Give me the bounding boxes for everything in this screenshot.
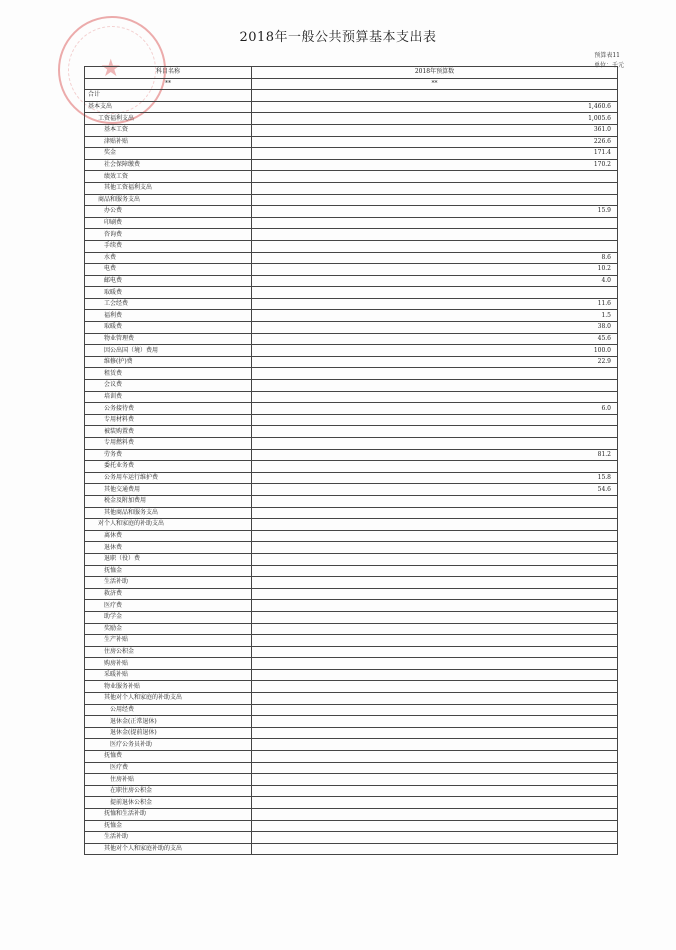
- table-row: [85, 600, 618, 612]
- subject-name-cell: 基本支出: [85, 101, 252, 113]
- subject-name-cell: 租赁费: [85, 368, 252, 380]
- table-row: [85, 565, 618, 577]
- subject-name-cell: 社会保障缴费: [85, 159, 252, 171]
- budget-amount-cell: [252, 391, 618, 403]
- budget-amount-cell: [252, 611, 618, 623]
- subject-name-cell: 被装购置费: [85, 426, 252, 438]
- table-row: [85, 751, 618, 763]
- table-row: [85, 90, 618, 102]
- budget-amount-cell: [252, 240, 618, 252]
- budget-table: [84, 66, 618, 855]
- budget-amount-cell: 15.8: [252, 472, 618, 484]
- table-row: [85, 298, 618, 310]
- subject-name-cell: 公用经费: [85, 704, 252, 716]
- budget-amount-cell: 81.2: [252, 449, 618, 461]
- unit-label: 单位：千元: [593, 62, 624, 69]
- subject-name-cell: 离休费: [85, 530, 252, 542]
- mark-cell: **: [85, 78, 252, 90]
- table-row: [85, 588, 618, 600]
- subject-name-cell: 生产补贴: [85, 635, 252, 647]
- subject-name-cell: 退职（役）费: [85, 553, 252, 565]
- subject-name-cell: 医疗公务员补助: [85, 739, 252, 751]
- budget-amount-cell: 226.6: [252, 136, 618, 148]
- table-row: [85, 553, 618, 565]
- subject-name-cell: 生活补助: [85, 832, 252, 844]
- table-row: [85, 264, 618, 276]
- budget-amount-cell: 15.9: [252, 206, 618, 218]
- document-title: 2018年一般公共预算基本支出表: [239, 30, 437, 45]
- budget-amount-cell: [252, 217, 618, 229]
- table-row: [85, 704, 618, 716]
- table-row: [85, 240, 618, 252]
- table-row: [85, 669, 618, 681]
- table-mark-row: [85, 78, 618, 90]
- table-row: [85, 472, 618, 484]
- budget-amount-cell: [252, 600, 618, 612]
- table-row: [85, 113, 618, 125]
- budget-amount-cell: 1,460.6: [252, 101, 618, 113]
- subject-name-cell: 对个人和家庭的补助支出: [85, 519, 252, 531]
- budget-amount-cell: [252, 438, 618, 450]
- subject-name-cell: 税金及附加费用: [85, 495, 252, 507]
- subject-name-cell: 商品和服务支出: [85, 194, 252, 206]
- budget-amount-cell: 170.2: [252, 159, 618, 171]
- table-row: [85, 171, 618, 183]
- budget-amount-cell: [252, 762, 618, 774]
- budget-amount-cell: [252, 194, 618, 206]
- subject-name-cell: 基本工资: [85, 124, 252, 136]
- budget-amount-cell: [252, 507, 618, 519]
- budget-amount-cell: [252, 461, 618, 473]
- table-row: [85, 774, 618, 786]
- subject-name-cell: 公务接待费: [85, 403, 252, 415]
- budget-amount-cell: [252, 727, 618, 739]
- budget-amount-cell: 54.6: [252, 484, 618, 496]
- table-row: [85, 623, 618, 635]
- table-row: [85, 681, 618, 693]
- budget-amount-cell: [252, 843, 618, 855]
- subject-name-cell: 工会经费: [85, 298, 252, 310]
- subject-name-cell: 助学金: [85, 611, 252, 623]
- subject-name-cell: 奖励金: [85, 623, 252, 635]
- subject-name-cell: 津贴补贴: [85, 136, 252, 148]
- subject-name-cell: 水费: [85, 252, 252, 264]
- table-row: [85, 345, 618, 357]
- table-row: [85, 252, 618, 264]
- budget-amount-cell: [252, 785, 618, 797]
- budget-amount-cell: [252, 739, 618, 751]
- subject-name-cell: 专用燃料费: [85, 438, 252, 450]
- table-row: [85, 693, 618, 705]
- table-row: [85, 727, 618, 739]
- table-row: [85, 785, 618, 797]
- subject-name-cell: 合计: [85, 90, 252, 102]
- subject-name-cell: 电费: [85, 264, 252, 276]
- table-row: [85, 461, 618, 473]
- table-row: [85, 194, 618, 206]
- budget-amount-cell: 38.0: [252, 322, 618, 334]
- table-row: [85, 577, 618, 589]
- subject-name-cell: 其他交通费用: [85, 484, 252, 496]
- table-row: [85, 380, 618, 392]
- budget-amount-cell: 8.6: [252, 252, 618, 264]
- subject-name-cell: 办公费: [85, 206, 252, 218]
- table-row: [85, 356, 618, 368]
- budget-amount-cell: [252, 90, 618, 102]
- star-icon: ★: [100, 54, 122, 82]
- subject-name-cell: 提前退休公积金: [85, 797, 252, 809]
- table-row: [85, 820, 618, 832]
- subject-name-cell: 退休金(正常退休): [85, 716, 252, 728]
- budget-amount-cell: [252, 577, 618, 589]
- budget-amount-cell: [252, 519, 618, 531]
- subject-name-cell: 购房补贴: [85, 658, 252, 670]
- budget-amount-cell: [252, 797, 618, 809]
- subject-name-cell: 邮电费: [85, 275, 252, 287]
- budget-amount-cell: [252, 751, 618, 763]
- subject-name-cell: 抚恤金: [85, 565, 252, 577]
- subject-name-cell: 退休费: [85, 542, 252, 554]
- budget-amount-cell: [252, 287, 618, 299]
- table-row: [85, 136, 618, 148]
- header-subject-name: 科目名称: [85, 67, 252, 79]
- budget-amount-cell: [252, 553, 618, 565]
- subject-name-cell: 维修(护)费: [85, 356, 252, 368]
- table-row: [85, 438, 618, 450]
- subject-name-cell: 在职住房公积金: [85, 785, 252, 797]
- budget-amount-cell: [252, 530, 618, 542]
- table-row: [85, 217, 618, 229]
- table-row: [85, 449, 618, 461]
- table-row: [85, 275, 618, 287]
- subject-name-cell: 抚恤费: [85, 751, 252, 763]
- subject-name-cell: 绩效工资: [85, 171, 252, 183]
- subject-name-cell: 咨询费: [85, 229, 252, 241]
- subject-name-cell: 其他对个人和家庭的补助支出: [85, 693, 252, 705]
- budget-amount-cell: [252, 658, 618, 670]
- table-number: 预算表11: [594, 52, 620, 59]
- table-row: [85, 403, 618, 415]
- table-row: [85, 843, 618, 855]
- table-row: [85, 101, 618, 113]
- budget-amount-cell: 11.6: [252, 298, 618, 310]
- budget-amount-cell: [252, 182, 618, 194]
- table-row: [85, 809, 618, 821]
- table-row: [85, 414, 618, 426]
- subject-name-cell: 手续费: [85, 240, 252, 252]
- budget-amount-cell: 361.0: [252, 124, 618, 136]
- table-row: [85, 507, 618, 519]
- budget-amount-cell: [252, 635, 618, 647]
- subject-name-cell: 其他商品和服务支出: [85, 507, 252, 519]
- budget-amount-cell: [252, 565, 618, 577]
- table-row: [85, 797, 618, 809]
- table-row: [85, 739, 618, 751]
- subject-name-cell: 医疗费: [85, 600, 252, 612]
- budget-amount-cell: 100.0: [252, 345, 618, 357]
- budget-amount-cell: 1,005.6: [252, 113, 618, 125]
- budget-amount-cell: [252, 495, 618, 507]
- subject-name-cell: 工资福利支出: [85, 113, 252, 125]
- subject-name-cell: 取暖费: [85, 287, 252, 299]
- budget-amount-cell: [252, 623, 618, 635]
- budget-amount-cell: [252, 716, 618, 728]
- budget-amount-cell: [252, 832, 618, 844]
- table-row: [85, 159, 618, 171]
- subject-name-cell: 公务用车运行维护费: [85, 472, 252, 484]
- budget-amount-cell: [252, 704, 618, 716]
- subject-name-cell: 会议费: [85, 380, 252, 392]
- table-row: [85, 519, 618, 531]
- subject-name-cell: 物业服务补贴: [85, 681, 252, 693]
- budget-amount-cell: [252, 820, 618, 832]
- table-row: [85, 542, 618, 554]
- table-row: [85, 148, 618, 160]
- budget-amount-cell: [252, 588, 618, 600]
- subject-name-cell: 救济费: [85, 588, 252, 600]
- subject-name-cell: 福利费: [85, 310, 252, 322]
- subject-name-cell: 住房公积金: [85, 646, 252, 658]
- budget-amount-cell: [252, 646, 618, 658]
- subject-name-cell: 培训费: [85, 391, 252, 403]
- budget-amount-cell: [252, 542, 618, 554]
- budget-amount-cell: [252, 368, 618, 380]
- mark-cell: **: [252, 78, 618, 90]
- budget-amount-cell: 1.5: [252, 310, 618, 322]
- table-row: [85, 124, 618, 136]
- budget-amount-cell: [252, 774, 618, 786]
- subject-name-cell: 采暖补贴: [85, 669, 252, 681]
- table-row: [85, 287, 618, 299]
- table-row: [85, 229, 618, 241]
- budget-amount-cell: [252, 693, 618, 705]
- subject-name-cell: 医疗费: [85, 762, 252, 774]
- table-row: [85, 716, 618, 728]
- table-header-row: [85, 67, 618, 79]
- table-row: [85, 611, 618, 623]
- budget-amount-cell: 171.4: [252, 148, 618, 160]
- budget-amount-cell: [252, 426, 618, 438]
- header-budget-amount: 2018年预算数: [252, 67, 618, 79]
- table-row: [85, 206, 618, 218]
- table-row: [85, 368, 618, 380]
- budget-amount-cell: 4.0: [252, 275, 618, 287]
- table-row: [85, 495, 618, 507]
- table-row: [85, 530, 618, 542]
- subject-name-cell: 抚恤和生活补助: [85, 809, 252, 821]
- table-row: [85, 635, 618, 647]
- subject-name-cell: 其他对个人和家庭补助的支出: [85, 843, 252, 855]
- subject-name-cell: 因公出国（境）费用: [85, 345, 252, 357]
- budget-amount-cell: 45.6: [252, 333, 618, 345]
- subject-name-cell: 住房补贴: [85, 774, 252, 786]
- table-row: [85, 310, 618, 322]
- budget-amount-cell: 6.0: [252, 403, 618, 415]
- subject-name-cell: 取暖费: [85, 322, 252, 334]
- budget-amount-cell: [252, 171, 618, 183]
- subject-name-cell: 委托业务费: [85, 461, 252, 473]
- table-row: [85, 484, 618, 496]
- budget-amount-cell: [252, 681, 618, 693]
- subject-name-cell: 专用材料费: [85, 414, 252, 426]
- subject-name-cell: 生活补助: [85, 577, 252, 589]
- table-row: [85, 333, 618, 345]
- budget-amount-cell: [252, 229, 618, 241]
- table-row: [85, 832, 618, 844]
- subject-name-cell: 退休金(提前退休): [85, 727, 252, 739]
- subject-name-cell: 抚恤金: [85, 820, 252, 832]
- subject-name-cell: 印刷费: [85, 217, 252, 229]
- table-row: [85, 762, 618, 774]
- subject-name-cell: 奖金: [85, 148, 252, 160]
- table-row: [85, 658, 618, 670]
- budget-amount-cell: [252, 414, 618, 426]
- table-row: [85, 391, 618, 403]
- budget-amount-cell: [252, 669, 618, 681]
- subject-name-cell: 物业管理费: [85, 333, 252, 345]
- subject-name-cell: 劳务费: [85, 449, 252, 461]
- budget-amount-cell: 22.9: [252, 356, 618, 368]
- subject-name-cell: 其他工资福利支出: [85, 182, 252, 194]
- table-row: [85, 646, 618, 658]
- budget-amount-cell: [252, 380, 618, 392]
- table-row: [85, 322, 618, 334]
- table-row: [85, 182, 618, 194]
- budget-amount-cell: 10.2: [252, 264, 618, 276]
- table-row: [85, 426, 618, 438]
- budget-amount-cell: [252, 809, 618, 821]
